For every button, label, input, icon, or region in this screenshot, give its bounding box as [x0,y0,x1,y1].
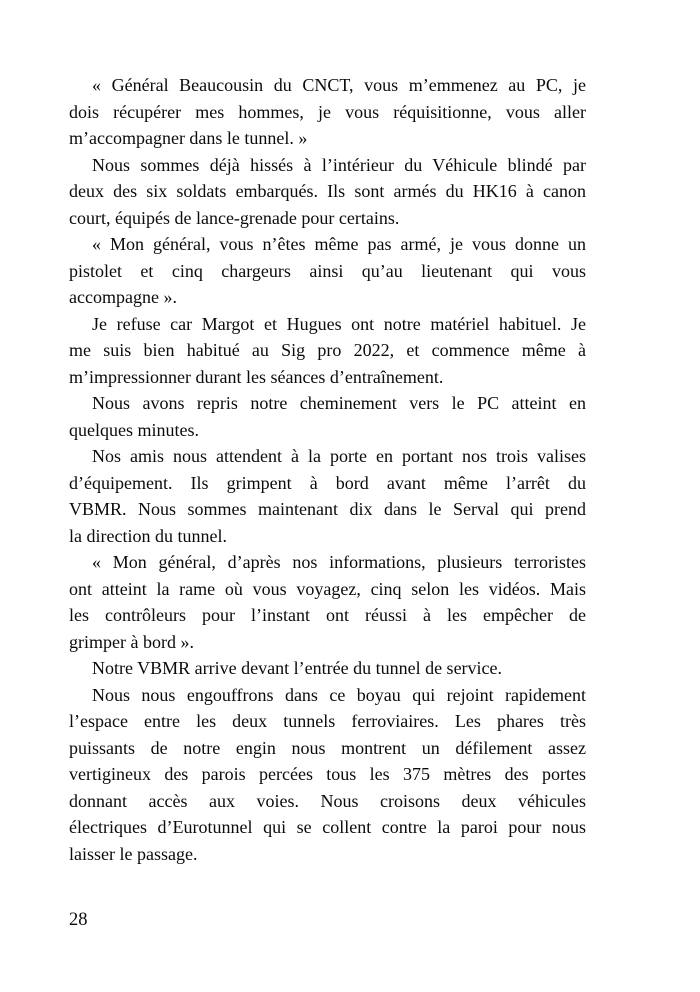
text-line: court, équipés de lance-grenade pour certains. [69,207,400,228]
text-line: l’espace entre les deux tunnels ferroviaires. Les phares très [69,711,586,731]
paragraph [69,72,586,152]
paragraph [69,655,586,682]
text-block [69,72,586,867]
text-line: me suis bien habitué au Sig pro 2022, et commence même à [69,340,586,360]
text-line: deux des six soldats embarqués. Ils sont armés du HK16 à canon [69,181,586,201]
text-line: m’impressionner durant les séances d’entraînement. [69,366,444,387]
text-line: électriques d’Eurotunnel qui se collent contre la paroi pour nous [69,817,586,837]
paragraph [69,152,586,232]
text-line: puissants de notre engin nous montrent un défilement assez [69,737,586,758]
text-line: « Mon général, d’après nos informations, plusieurs terroristes [92,552,586,572]
paragraph [69,549,586,655]
text-line: donnant accès aux voies. Nous croisons deux véhicules [69,790,586,811]
paragraph [69,311,586,391]
text-line: pistolet et cinq chargeurs ainsi qu’au lieutenant qui vous [69,260,586,281]
paragraph [69,682,586,868]
text-line: Nous avons repris notre cheminement vers le PC atteint en [92,393,586,413]
paragraph [69,231,586,311]
text-line: laisser le passage. [69,843,198,864]
text-line: m’accompagner dans le tunnel. » [69,128,308,148]
text-line: d’équipement. Ils grimpent à bord avant même l’arrêt du [69,472,586,493]
page-number: 28 [69,910,88,930]
text-line: « Général Beaucousin du CNCT, vous m’emmenez au PC, je [92,75,586,95]
text-line: accompagne ». [69,287,177,307]
text-line: Je refuse car Margot et Hugues ont notre matériel habituel. Je [92,313,586,334]
text-line: la direction du tunnel. [69,525,227,546]
text-line: « Mon général, vous n’êtes même pas armé, je vous donne un [92,234,586,254]
text-line: vertigineux des parois percées tous les 375 mètres des portes [69,764,586,784]
text-line: ont atteint la rame où vous voyagez, cinq selon les vidéos. Mais [69,578,586,599]
text-line: quelques minutes. [69,419,199,440]
paragraph [69,390,586,443]
text-line: VBMR. Nous sommes maintenant dix dans le Serval qui prend [69,499,586,519]
text-line: les contrôleurs pour l’instant ont réussi à les empêcher de [69,605,586,625]
text-line: Nous sommes déjà hissés à l’intérieur du Véhicule blindé par [92,154,586,175]
text-line: dois récupérer mes hommes, je vous réquisitionne, vous aller [69,101,586,122]
text-line: Notre VBMR arrive devant l’entrée du tunnel de service. [92,658,503,678]
paragraph [69,443,586,549]
text-line: Nos amis nous attendent à la porte en portant nos trois valises [92,446,586,466]
text-line: grimper à bord ». [69,631,194,652]
text-line: Nous nous engouffrons dans ce boyau qui rejoint rapidement [92,684,586,705]
